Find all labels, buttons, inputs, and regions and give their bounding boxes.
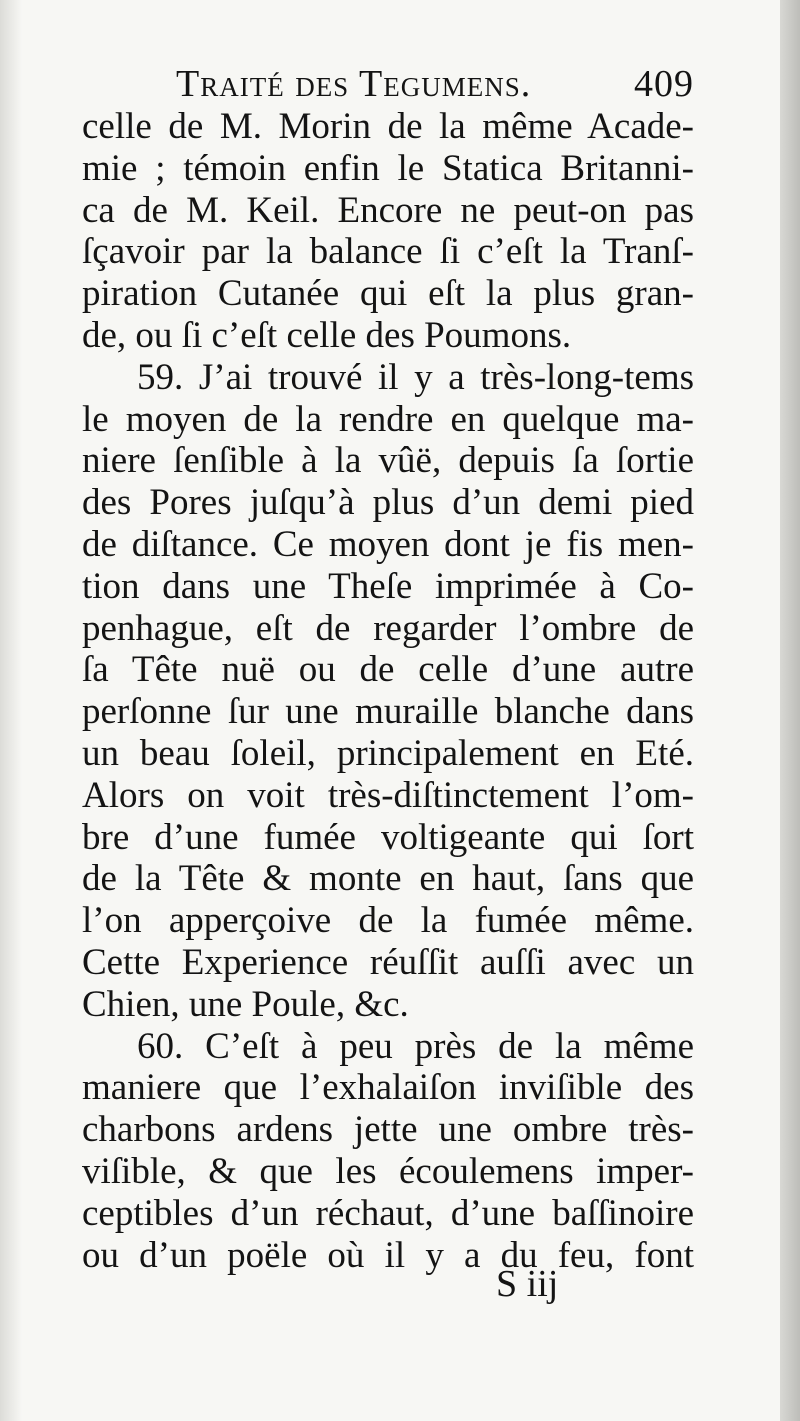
text-line: le moyen de la rendre en quelque ma-	[82, 398, 694, 440]
text-line: ſa Tête nuë ou de celle d’une autre	[82, 649, 694, 691]
text-line: bre d’une fumée voltigeante qui ſort	[82, 816, 694, 858]
text-line: des Pores juſqu’à plus d’un demi pied	[82, 482, 694, 524]
text-line: piration Cutanée qui eſt la plus gran-	[82, 273, 694, 315]
text-line: viſible, & que les écoulemens imper-	[82, 1150, 694, 1192]
text-line: 59. J’ai trouvé il y a très-long-tems	[137, 356, 694, 398]
page-gutter-shadow	[0, 0, 22, 1421]
text-line: ſçavoir par la balance ſi c’eſt la Tranſ-	[82, 231, 694, 273]
text-line: mie ; témoin enfin le Statica Britanni-	[82, 147, 694, 189]
text-line: un beau ſoleil, principalement en Eté.	[82, 732, 694, 774]
running-title: Traité des Tegumens.	[176, 63, 532, 105]
signature-mark: S iij	[496, 1263, 559, 1305]
text-line: l’on apperçoive de la fumée même.	[82, 900, 694, 942]
text-line: Alors on voit très-diſtinctement l’om-	[82, 774, 694, 816]
text-line: maniere que l’exhalaiſon inviſible des	[82, 1067, 694, 1109]
text-line: de la Tête & monte en haut, ſans que	[82, 858, 694, 900]
text-line: de diſtance. Ce moyen dont je fis men-	[82, 523, 694, 565]
text-line: Chien, une Poule, &c.	[82, 983, 409, 1025]
text-line: Cette Experience réuſſit auſſi avec un	[82, 941, 694, 983]
text-line: ou d’un poële où il y a du feu, font	[82, 1234, 694, 1276]
text-line: de, ou ſi c’eſt celle des Poumons.	[82, 314, 572, 356]
page-body	[82, 106, 694, 1276]
page-number: 409	[634, 63, 694, 105]
text-line: tion dans une Theſe imprimée à Co-	[82, 565, 694, 607]
running-header	[176, 62, 694, 106]
text-line: niere ſenſible à la vûë, depuis ſa ſortie	[82, 440, 694, 482]
text-line: celle de M. Morin de la même Acade-	[82, 106, 694, 147]
text-line: penhague, eſt de regarder l’ombre de	[82, 607, 694, 649]
text-line: perſonne ſur une muraille blanche dans	[82, 691, 694, 733]
text-line: ceptibles d’un réchaut, d’une baſſinoire	[82, 1192, 694, 1234]
text-line: charbons ardens jette une ombre très-	[82, 1109, 694, 1151]
text-line: ca de M. Keil. Encore ne peut-on pas	[82, 189, 694, 231]
page-edge-shadow	[780, 0, 800, 1421]
text-line: 60. C’eſt à peu près de la même	[137, 1025, 694, 1067]
